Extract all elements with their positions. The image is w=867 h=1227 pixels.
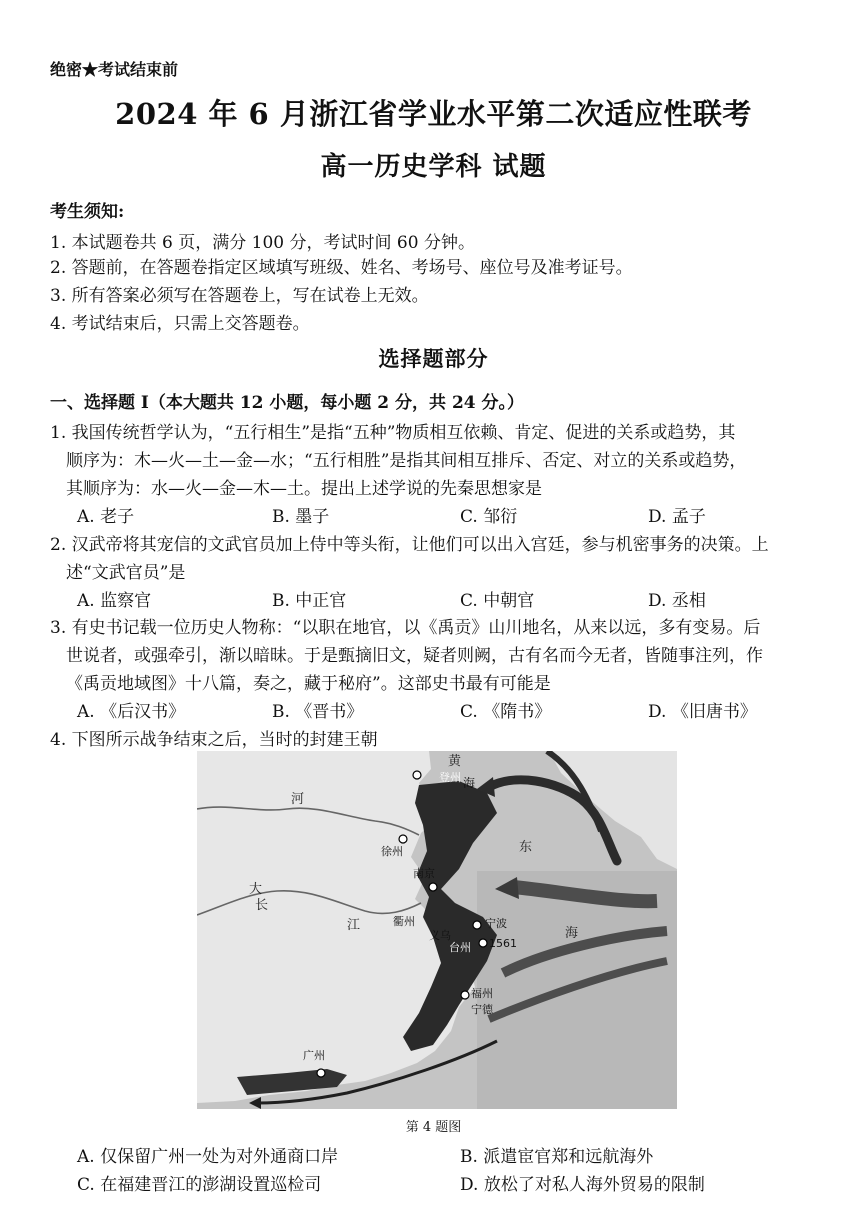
map-label: 宁波 [485,917,507,930]
notice-item: 4. 考试结束后，只需上交答题卷。 [50,314,310,334]
map-label: 东 [519,840,533,855]
map-label: 黄 [448,754,462,769]
notice-heading: 考生须知: [50,202,125,222]
question-1-option-d: D. 孟子 [648,507,706,527]
question-1-option-c: C. 邹衍 [460,507,518,527]
map-label: 福州 [471,987,493,1000]
question-3-line: 3. 有史书记载一位历史人物称：“以职在地官，以《禹贡》山川地名，从来以远，多有变易。后 [50,618,761,638]
map-label: 南京 [413,867,435,880]
map-label: 台州 [449,941,471,954]
question-1-option-a: A. 老子 [77,507,135,527]
map-label: 广州 [303,1049,325,1062]
map-label: 大 [249,882,263,897]
question-2-option-c: C. 中朝官 [460,591,535,611]
notice-item: 2. 答题前，在答题卷指定区域填写班级、姓名、考场号、座位号及准考证号。 [50,258,633,278]
map-label: 河 [291,792,305,807]
question-4-line: 4. 下图所示战争结束之后，当时的封建王朝 [50,730,378,750]
map-label: 衢州 [393,915,415,928]
confidential-mark: 绝密★考试结束前 [50,60,179,79]
question-2-line: 2. 汉武帝将其宠信的文武官员加上侍中等头衔，让他们可以出入宫廷，参与机密事务的决策。上 [50,535,769,555]
question-1-line: 其顺序为：水—火—金—木—土。提出上述学说的先秦思想家是 [66,479,542,499]
figure-caption: 第 4 题图 [405,1120,462,1135]
question-3-line: 《禹贡地域图》十八篇，奏之，藏于秘府”。这部史书最有可能是 [66,674,551,694]
question-1-option-b: B. 墨子 [272,507,330,527]
question-2-option-d: D. 丞相 [648,591,706,611]
map-label: 1561 [489,937,517,950]
notice-item: 1. 本试题卷共 6 页，满分 100 分，考试时间 60 分钟。 [50,233,475,253]
question-2-option-b: B. 中正官 [272,591,347,611]
map-label: 江 [347,918,361,933]
part-heading: 一、选择题 I（本大题共 12 小题，每小题 2 分，共 24 分。） [50,393,525,413]
map-label: 长 [255,898,269,913]
question-3-option-b: B. 《晋书》 [272,702,364,722]
question-3-option-c: C. 《隋书》 [460,702,552,722]
question-1-line: 顺序为：木—火—土—金—水；“五行相胜”是指其间相互排斥、否定、对立的关系或趋势， [66,451,747,471]
notice-item: 3. 所有答案必须写在答题卷上，写在试卷上无效。 [50,286,429,306]
question-4-option-c: C. 在福建晋江的澎湖设置巡检司 [77,1175,322,1195]
question-1-line: 1. 我国传统哲学认为，“五行相生”是指“五种”物质相互依赖、肯定、促进的关系或趋势，其 [50,423,736,443]
map-label: 海 [463,776,476,790]
question-3-line: 世说者，或强牵引，渐以暗昧。于是甄摘旧文，疑者则阙，古有名而今无者，皆随事注列，作 [66,646,763,666]
war-map-figure [197,751,677,1109]
question-4-option-d: D. 放松了对私人海外贸易的限制 [460,1175,705,1195]
section-title: 选择题部分 [378,346,489,371]
exam-title: 2024 年 6 月浙江省学业水平第二次适应性联考 [115,97,752,131]
map-label: 徐州 [381,845,403,858]
map-label: 义乌 [429,929,451,942]
question-2-option-a: A. 监察官 [77,591,152,611]
map-label: 宁德 [471,1003,493,1016]
question-3-option-a: A. 《后汉书》 [77,702,186,722]
map-label: 登州 [439,771,461,784]
map-label: 海 [565,926,579,941]
question-2-line: 述“文武官员”是 [66,563,186,583]
question-3-option-d: D. 《旧唐书》 [648,702,757,722]
question-4-option-b: B. 派遣宦官郑和远航海外 [460,1147,654,1167]
exam-subtitle: 高一历史学科 试题 [320,152,547,182]
question-4-option-a: A. 仅保留广州一处为对外通商口岸 [77,1147,339,1167]
